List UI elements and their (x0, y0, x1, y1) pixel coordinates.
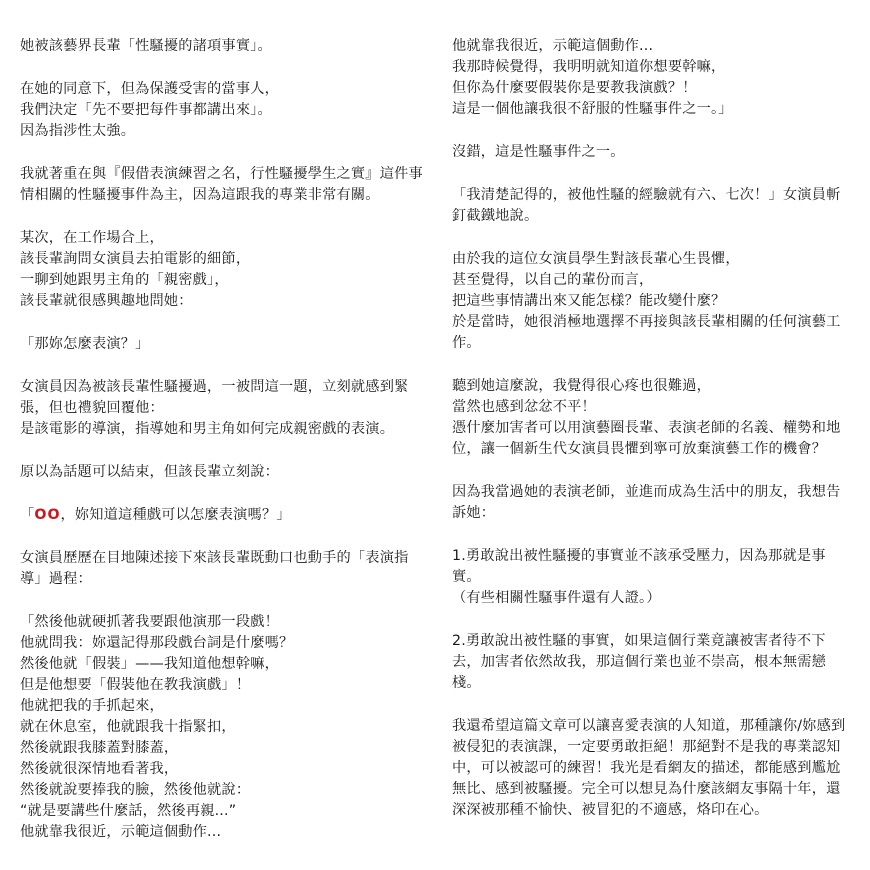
paragraph: 在她的同意下，但為保護受害的當事人， 我們決定「先不要把每件事都講出來」。 因為指涉性太強。 (20, 81, 279, 139)
right-text-column (452, 36, 852, 843)
paragraph: 女演員歷歷在目地陳述接下來該長輩既動口也動手的「表演指導」過程： (20, 550, 409, 587)
paragraph: 原以為話題可以結束，但該長輩立刻說： (20, 464, 279, 480)
paragraph: 女演員因為被該長輩性騷擾過，一被問這一題，立刻就感到緊張，但也禮貌回覆他： 是該電影的導演，指導她和男主角如何完成親密戲的表演。 (20, 379, 409, 437)
paragraph: 「然後他就硬抓著我要跟他演那一段戲！ 他就問我：妳還記得那段戲台詞是什麼嗎？ 然後他就「假裝」——我知道他想幹嘛， 但是他想要「假裝他在教我演戲」！ 他就把我的手抓起來， 就在休息室，他就跟我十指緊扣， 然後就跟我膝蓋對膝蓋， 然後就很深情地看著我， 然後就說要捧我的臉，然後他就說： “就是要講些什麼話，然後再親...” 他就靠我很近，示範這個動作... (20, 614, 294, 840)
paragraph: 聽到她這麼說，我覺得很心疼也很難過， 當然也感到忿忿不平！ 憑什麼加害者可以用演藝圈長輩、表演老師的名義、權勢和地位，讓一個新生代女演員畏懼到寧可放棄演藝工作的機會？ (452, 378, 841, 457)
quote-open: 「 (20, 507, 35, 523)
quote-paragraph (20, 505, 425, 526)
paragraph: 「我清楚記得的，被他性騷的經驗就有六、七次！」女演員斬釘截鐵地說。 (452, 187, 841, 224)
redacted-name: OO (34, 507, 61, 523)
paragraph: 她被該藝界長輩「性騷擾的諸項事實」。 (20, 38, 272, 54)
paragraph: 我還希望這篇文章可以讓喜愛表演的人知道，那種讓你/妳感到被侵犯的表演課，一定要勇敢拒絕！那絕對不是我的專業認知中，可以被認可的練習！我光是看網友的描述，都能感到尷尬無比、感到被騷擾。完全可以想見為什麼該網友事隔十年，還深深被那種不愉快、被冒犯的不適感，烙印在心。 (452, 718, 846, 818)
paragraph: 因為我當過她的表演老師，並進而成為生活中的朋友，我想告訴她： (452, 484, 841, 521)
quote-text: ，妳知道這種戲可以怎麼表演嗎？」 (60, 507, 291, 523)
left-text-column (20, 36, 425, 865)
paragraph: 「那妳怎麼表演？」 (20, 336, 150, 352)
paragraph: 2.勇敢說出被性騷的事實，如果這個行業竟讓被害者待不下去，加害者依然故我，那這個行業也並不崇高，根本無需戀棧。 (452, 633, 827, 691)
paragraph: 沒錯，這是性騷事件之一。 (452, 144, 625, 160)
paragraph: 某次，在工作場合上， 該長輩詢問女演員去拍電影的細節， 一聊到她跟男主角的「親密戲」， 該長輩就很感興趣地問她： (20, 230, 251, 309)
paragraph: 我就著重在與『假借表演練習之名，行性騷擾學生之實』這件事情相關的性騷擾事件為主，因為這跟我的專業非常有關。 (20, 166, 423, 203)
paragraph: 1.勇敢說出被性騷擾的事實並不該承受壓力，因為那就是事實。 （有些相關性騷事件還有人證。） (452, 548, 826, 606)
paragraph: 他就靠我很近，示範這個動作... 我那時候覺得，我明明就知道你想要幹嘛， 但你為什麼要假裝你是要教我演戲？！ 這是一個他讓我很不舒服的性騷事件之一。」 (452, 38, 733, 117)
paragraph: 由於我的這位女演員學生對該長輩心生畏懼， 甚至覺得，以自己的輩份而言， 把這些事情講出來又能怎樣？能改變什麼？ 於是當時，她很消極地選擇不再接與該長輩相關的任何演藝工作。 (452, 251, 841, 351)
